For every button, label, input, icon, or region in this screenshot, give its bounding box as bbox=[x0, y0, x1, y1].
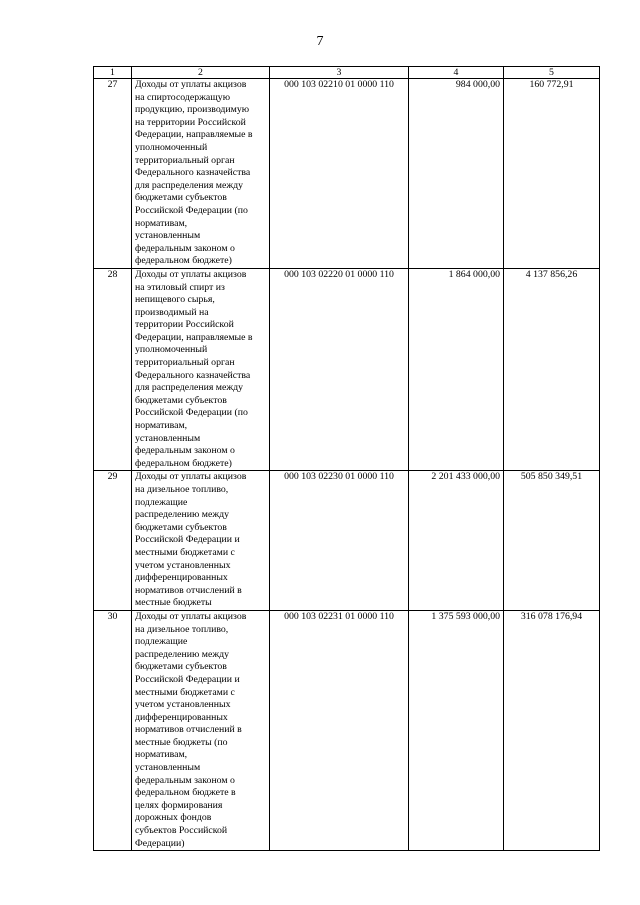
table-row bbox=[94, 268, 600, 471]
revenue-name-line: субъектов Российской bbox=[135, 825, 228, 837]
planned-amount-cell: 1 864 000,00 bbox=[409, 268, 504, 471]
table-row bbox=[94, 79, 600, 269]
planned-amount-cell: 2 201 433 000,00 bbox=[409, 471, 504, 611]
revenue-name-line: на территории Российской bbox=[135, 116, 246, 128]
revenue-name-line: территории Российской bbox=[135, 319, 234, 331]
revenue-name-line: Доходы от уплаты акцизов bbox=[135, 79, 247, 90]
revenue-name-line: Федерации, направляемые в bbox=[135, 129, 253, 141]
row-number-cell: 30 bbox=[94, 610, 132, 850]
revenue-name-line: дорожных фондов bbox=[135, 812, 212, 824]
revenue-name-line: Российской Федерации и bbox=[135, 534, 240, 546]
row-number-cell: 27 bbox=[94, 79, 132, 269]
revenue-name-line: подлежащие bbox=[135, 496, 188, 508]
revenue-name-line: Федерального казначейства bbox=[135, 167, 251, 179]
revenue-name-line: дифференцированных bbox=[135, 711, 228, 723]
revenue-name-cell bbox=[132, 268, 270, 471]
revenue-name-line: нормативам, bbox=[135, 420, 188, 432]
revenue-name-line: Доходы от уплаты акцизов bbox=[135, 471, 247, 483]
table-row bbox=[94, 471, 600, 611]
header-cell: 5 bbox=[504, 67, 600, 79]
revenue-name-line: Российской Федерации (по bbox=[135, 407, 248, 419]
actual-amount-cell: 4 137 856,26 bbox=[504, 268, 600, 471]
header-cell: 4 bbox=[409, 67, 504, 79]
revenue-name-line: для распределения между bbox=[135, 382, 243, 394]
planned-amount-cell: 1 375 593 000,00 bbox=[409, 610, 504, 850]
revenue-name-line: федеральным законом о bbox=[135, 774, 235, 786]
revenue-name-line: производимый на bbox=[135, 306, 209, 318]
budget-code-cell: 000 103 02231 01 0000 110 bbox=[270, 610, 409, 850]
revenue-name-line: Федерального казначейства bbox=[135, 369, 251, 381]
revenue-name-line: нормативов отчислений в bbox=[135, 584, 242, 596]
budget-code-cell: 000 103 02220 01 0000 110 bbox=[270, 268, 409, 471]
revenue-name-line: учетом установленных bbox=[135, 699, 231, 711]
row-number-cell: 28 bbox=[94, 268, 132, 471]
revenue-name-line: на спиртосодержащую bbox=[135, 91, 231, 103]
revenue-name-line: нормативов отчислений в bbox=[135, 724, 242, 736]
revenue-name-line: федеральном бюджете) bbox=[135, 457, 232, 469]
revenue-name-line: Федерации) bbox=[135, 837, 185, 849]
revenue-name-line: уполномоченный bbox=[135, 141, 208, 153]
revenue-name-line: непищевого сырья, bbox=[135, 294, 215, 306]
revenue-name-cell bbox=[132, 471, 270, 611]
revenue-name-line: бюджетами субъектов bbox=[135, 394, 227, 406]
table-header-row bbox=[94, 67, 600, 79]
revenue-name-line: местные бюджеты (по bbox=[135, 736, 228, 748]
budget-code-cell: 000 103 02230 01 0000 110 bbox=[270, 471, 409, 611]
planned-amount-cell: 984 000,00 bbox=[409, 79, 504, 269]
revenue-name-line: Федерации, направляемые в bbox=[135, 331, 253, 343]
revenue-name-line: бюджетами субъектов bbox=[135, 192, 227, 204]
table-row bbox=[94, 610, 600, 850]
revenue-name-line: на дизельное топливо, bbox=[135, 484, 229, 495]
revenue-name-line: продукцию, производимую bbox=[135, 104, 250, 116]
budget-code-cell: 000 103 02210 01 0000 110 bbox=[270, 79, 409, 269]
revenue-name-line: установленным bbox=[135, 762, 201, 774]
row-number-cell: 29 bbox=[94, 471, 132, 611]
revenue-name-line: Доходы от уплаты акцизов bbox=[135, 610, 247, 622]
revenue-name-line: нормативам, bbox=[135, 749, 188, 761]
revenue-name-line: бюджетами субъектов bbox=[135, 661, 227, 673]
revenue-name-line: целях формирования bbox=[135, 799, 223, 811]
revenue-name-cell bbox=[132, 79, 270, 269]
revenue-name-line: на этиловый спирт из bbox=[135, 281, 225, 293]
revenue-name-line: территориальный орган bbox=[135, 357, 235, 369]
revenue-name-line: учетом установленных bbox=[135, 559, 231, 571]
revenue-name-line: Российской Федерации и bbox=[135, 673, 240, 685]
revenue-name-line: для распределения между bbox=[135, 179, 243, 191]
revenue-name-line: подлежащие bbox=[135, 636, 188, 648]
actual-amount-cell: 160 772,91 bbox=[504, 79, 600, 269]
revenue-name-cell bbox=[132, 610, 270, 850]
revenue-name-line: уполномоченный bbox=[135, 344, 208, 356]
actual-amount-cell: 505 850 349,51 bbox=[504, 471, 600, 611]
revenue-name-line: нормативам, bbox=[135, 217, 188, 229]
revenue-name-line: местными бюджетами с bbox=[135, 546, 235, 558]
revenue-name-line: Доходы от уплаты акцизов bbox=[135, 268, 247, 280]
revenue-name-line: федеральном бюджете в bbox=[135, 787, 236, 799]
header-cell: 1 bbox=[94, 67, 132, 79]
header-cell: 3 bbox=[270, 67, 409, 79]
revenue-name-line: дифференцированных bbox=[135, 572, 228, 584]
revenue-name-line: местные бюджеты bbox=[135, 597, 212, 609]
revenue-table bbox=[93, 66, 600, 851]
revenue-name-line: на дизельное топливо, bbox=[135, 623, 229, 635]
revenue-name-line: федеральным законом о bbox=[135, 445, 235, 457]
revenue-name-line: местными бюджетами с bbox=[135, 686, 235, 698]
revenue-name-line: бюджетами субъектов bbox=[135, 521, 227, 533]
revenue-name-line: распределению между bbox=[135, 509, 229, 521]
revenue-name-line: установленным bbox=[135, 432, 201, 444]
revenue-name-line: федеральным законом о bbox=[135, 242, 235, 254]
page-number: 7 bbox=[316, 34, 324, 49]
revenue-name-line: территориальный орган bbox=[135, 154, 235, 166]
header-cell: 2 bbox=[132, 67, 270, 79]
revenue-name-line: установленным bbox=[135, 230, 201, 242]
revenue-name-line: Российской Федерации (по bbox=[135, 204, 248, 216]
actual-amount-cell: 316 078 176,94 bbox=[504, 610, 600, 850]
revenue-name-line: федеральном бюджете) bbox=[135, 255, 232, 267]
revenue-name-line: распределению между bbox=[135, 648, 229, 660]
